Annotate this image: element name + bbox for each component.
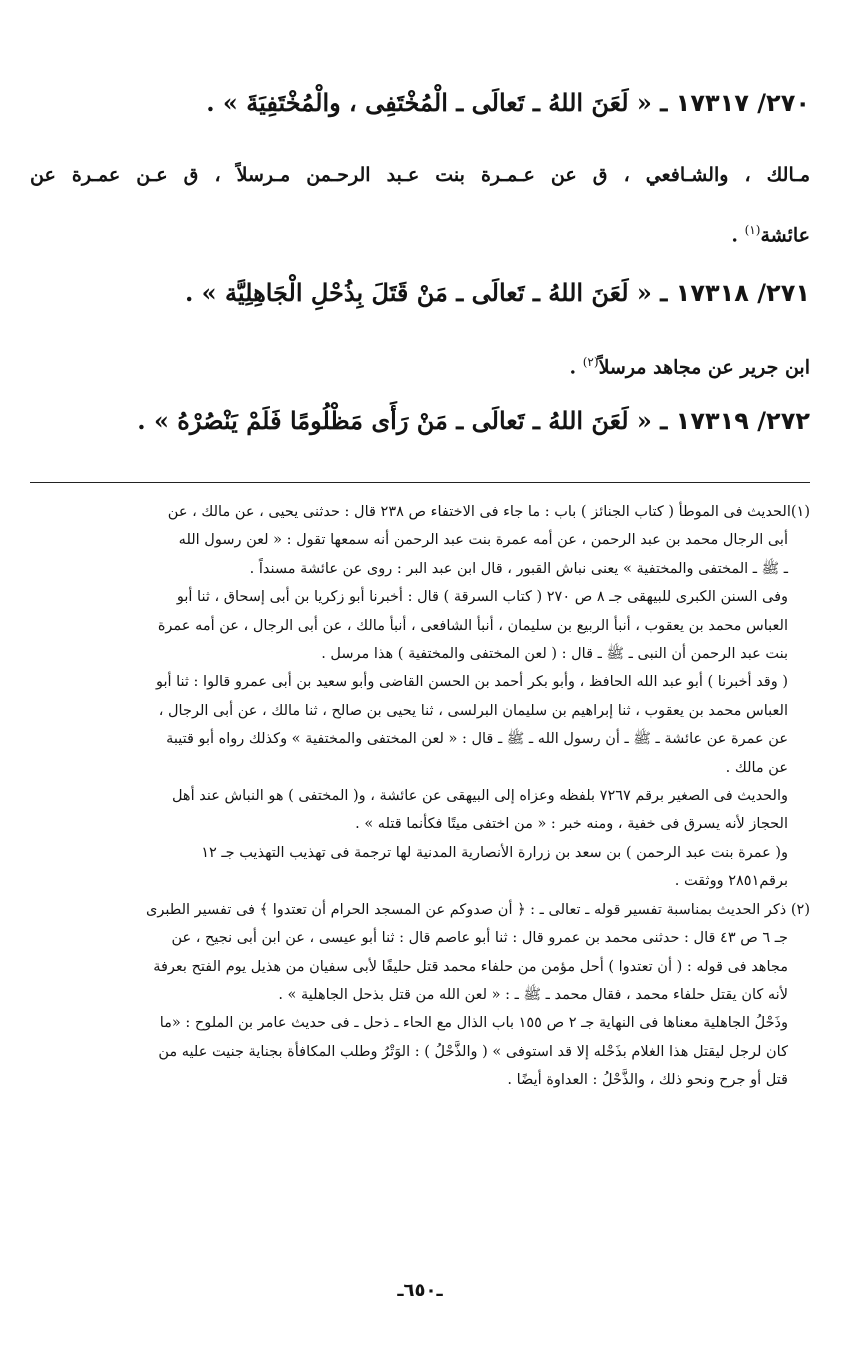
source-line xyxy=(30,147,810,203)
footnote-line: ( وقد أخبرنا ) أبو عبد الله الحافظ ، وأبو بكر أحمد بن الحسن القاضى وأبو سعيد بن أبى عمرو قالوا : ثنا أبو xyxy=(155,674,788,691)
footnote-line: وفى السنن الكبرى للبيهقى جـ ٨ ص ٢٧٠ ( كتاب السرقة ) قال : أخبرنا أبو زكريا بن أبى إسحاق ، ثنا أبو xyxy=(176,589,788,606)
hadith-270 xyxy=(206,88,810,117)
footnote-ref: (٢) xyxy=(582,355,599,369)
footnote-line: قتل أو جرح ونحو ذلك ، والذَّحْلُ : العداوة أيضًا . xyxy=(507,1072,788,1089)
hadith-text: ـ « لَعَنَ اللهُ ـ تَعالَى ـ مَنْ قَتَلَ بِذُحْلِ الْجَاهِلِيَّة » . xyxy=(184,278,668,307)
source-text: مـالك ، والشـافعي ، ق عن عـمـرة بنت عـبد الرحـمن مـرسلاً ، ق عـن عمـرة عن xyxy=(30,164,810,186)
page-number: ـ٦٥٠ـ xyxy=(397,1280,443,1301)
footnote-line: كان لرجل ليقتل هذا الغلام بذَحْله إلا قد استوفى » ( والذَّحْلُ ) : الوَتْرُ وطلب المكافأة بجناية جنيت عليه من xyxy=(158,1043,788,1060)
footnote-line: (٢) ذكر الحديث بمناسبة تفسير قوله ـ تعالى ـ : ﴿ أن صدوكم عن المسجد الحرام أن تعتدوا ﴾ فى تفسير الطبرى xyxy=(146,901,810,918)
footnote-line: لأنه كان يقتل حلفاء محمد ، فقال محمد ـ ﷺ ـ : « لعن الله من قتل بذحل الجاهلية » . xyxy=(278,986,788,1003)
footnote-line: وذَحْلُ الجاهلية معناها فى النهاية جـ ٢ ص ١٥٥ باب الذال مع الحاء ـ ذحل ـ فى حديث عامر بن الملوح : «ما xyxy=(159,1015,788,1032)
hadith-272 xyxy=(137,406,810,435)
footnote-line: و( عمرة بنت عبد الرحمن ) بن سعد بن زرارة الأنصارية المدنية لها ترجمة فى تهذيب التهذيب جـ ١٢ xyxy=(201,844,788,861)
footnote-line: جـ ٦ ص ٤٣ قال : حدثنى محمد بن عمرو قال : ثنا أبو عاصم قال : ثنا أبو عيسى ، عن ابن أبى نجيح ، عن xyxy=(171,930,788,947)
source-text: . xyxy=(731,224,745,247)
source-line xyxy=(570,334,811,395)
footnote-line: أبى الرجال محمد بن عبد الرحمن ، عن أمه عمرة بنت عبد الرحمن أنه سمعها تقول : « لعن رسول الله xyxy=(178,532,788,549)
footnote-line: عن مالك . xyxy=(725,759,788,776)
hadith-number: ٢٧٢/ ١٧٣١٩ xyxy=(675,407,810,435)
footnotes xyxy=(30,498,810,1095)
document-page xyxy=(30,0,810,1357)
source-text: ابن جرير عن مجاهد مرسلاً xyxy=(598,356,810,379)
hadith-text: ـ « لَعَنَ اللهُ ـ تَعالَى ـ الْمُخْتَفِى ، والْمُخْتَفِيَةَ » . xyxy=(206,88,668,117)
footnote-separator xyxy=(30,482,810,483)
footnote-line: العباس محمد بن يعقوب ، ثنا إبراهيم بن سليمان البرلسى ، ثنا يحيى بن صالح ، ثنا مالك ، عن أبى الرجال ، xyxy=(158,702,788,719)
hadith-271 xyxy=(185,278,810,307)
footnote-line: (١)الحديث فى الموطأ ( كتاب الجنائز ) باب : ما جاء فى الاختفاء ص ٢٣٨ قال : حدثنى يحيى ، عن مالك ، عن xyxy=(167,504,810,520)
footnote-line: ـ ﷺ ـ المختفى والمختفية » يعنى نباش القبور ، قال ابن عبد البر : روى عن عائشة مسنداً . xyxy=(249,560,788,577)
footnote-line: مجاهد فى قوله : ( أن تعتدوا ) أحل مؤمن من حلفاء محمد قتل حليفًا لأبى سفيان من هذيل يوم الفتح بعرفة xyxy=(153,958,788,975)
footnote-line: عن عمرة عن عائشة ـ ﷺ ـ أن رسول الله ـ ﷺ ـ قال : « لعن المختفى والمختفية » وكذلك رواه أبو قتيبة xyxy=(166,731,788,748)
footnote-line: برقم٢٨٥١ ووثقت . xyxy=(674,873,788,890)
hadith-number: ٢٧١/ ١٧٣١٨ xyxy=(675,279,810,307)
source-line xyxy=(731,202,810,263)
footnote-line: والحديث فى الصغير برقم ٧٢٦٧ بلفظه وعزاه إلى البيهقى عن عائشة ، و( المختفى ) هو النباش عند أهل xyxy=(171,788,788,805)
hadith-number: ٢٧٠/ ١٧٣١٧ xyxy=(675,89,810,117)
footnote-line: العباس محمد بن يعقوب ، أنبأ الربيع بن سليمان ، أنبأ الشافعى ، أنبأ مالك ، عن أبى الرجال ، عن أمه عمرة xyxy=(157,617,788,634)
source-text: عائشة xyxy=(760,224,810,247)
footnote-line: بنت عبد الرحمن أن النبى ـ ﷺ ـ قال : ( لعن المختفى والمختفية ) هذا مرسل . xyxy=(321,646,788,663)
hadith-text: ـ « لَعَنَ اللهُ ـ تَعالَى ـ مَنْ رَأَى مَظْلُومًا فَلَمْ يَنْصُرْهُ » . xyxy=(137,406,668,435)
footnote-ref: (١) xyxy=(744,223,761,237)
source-text: . xyxy=(569,356,583,379)
footnote-line: الحجاز لأنه يسرق فى خفية ، ومنه خبر : « من اختفى ميتًا فكأنما قتله » . xyxy=(355,816,788,833)
